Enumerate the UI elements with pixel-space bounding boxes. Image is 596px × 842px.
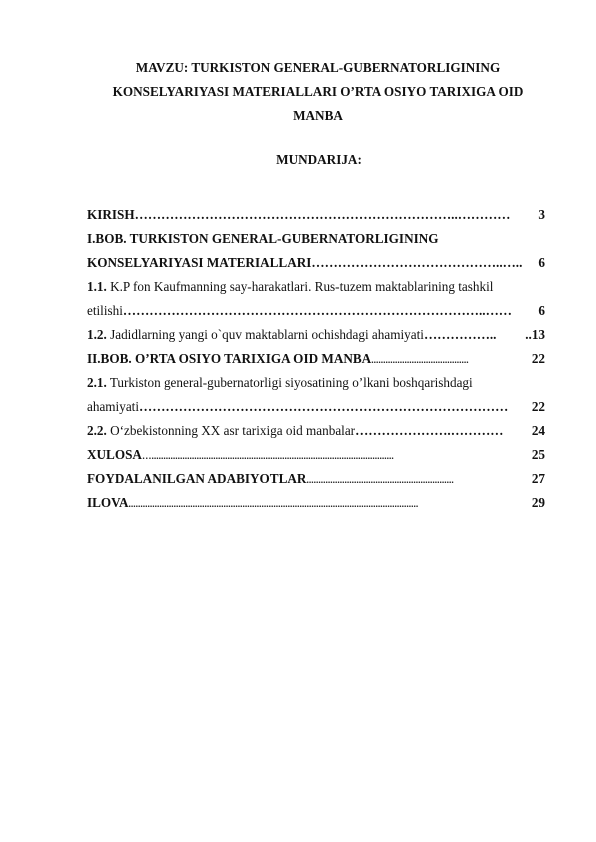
toc-entry-foydalanilgan (87, 467, 545, 491)
toc-entry-title: etilishi (87, 303, 123, 318)
toc-page-number: 27 (531, 467, 545, 491)
toc-leader: …...................................................................................................... (141, 452, 394, 462)
toc-page-number: 29 (531, 491, 545, 515)
toc-entry-title: KIRISH (87, 207, 135, 222)
toc-entry-title: II.BOB. O’RTA OSIYO TARIXIGA OID MANBA (87, 351, 372, 366)
toc-leader: ………………………………………………………………………..…… (122, 303, 512, 318)
toc-leader: ………………………………………………………………………… (139, 399, 509, 414)
toc-heading: MUNDARIJA: (276, 152, 362, 167)
toc-page-number: 24 (531, 419, 545, 443)
toc-section-number: 2.2. (87, 423, 107, 438)
toc-entry-2-2 (87, 419, 545, 443)
toc-page-number: 25 (531, 443, 545, 467)
title-line-3: MANBA (293, 108, 343, 123)
toc-page-number: ..13 (524, 323, 545, 347)
toc-page-number: 6 (537, 299, 545, 323)
toc-entry-1-2 (87, 323, 545, 347)
toc-leader: .......................................................................................................................... (128, 500, 419, 510)
toc-leader: .............................................................. (306, 476, 454, 486)
toc-entry-2-1-line2 (87, 395, 545, 419)
toc-entry-title: I.BOB. TURKISTON GENERAL-GUBERNATORLIGINING (87, 231, 439, 246)
toc-entry-title: FOYDALANILGAN ADABIYOTLAR (87, 471, 307, 486)
toc-entry-bob1-line2 (87, 251, 545, 275)
toc-leader: ......................................... (371, 356, 469, 366)
toc-entry-title: O‘zbekistonning XX asr tarixiga oid manbalar (106, 423, 356, 438)
toc-page-number: 3 (537, 203, 545, 227)
toc-leader: ………………………………………………………………..………… (134, 207, 511, 222)
title-line-2: KONSELYARIYASI MATERIALLARI O’RTA OSIYO TARIXIGA OID (112, 84, 524, 99)
document-title (70, 56, 566, 128)
toc-entry-1-1-line1 (87, 275, 545, 299)
toc-page-number: 22 (531, 395, 545, 419)
toc-entry-title: Turkiston general-gubernatorligi siyosatining o’lkani boshqarishdagi (106, 375, 473, 390)
toc-entry-title: XULOSA (87, 447, 142, 462)
toc-entry-bob2 (87, 347, 545, 371)
toc-leader: …………….. (423, 327, 497, 342)
toc-entry-title: ahamiyati (87, 399, 139, 414)
toc-entry-ilova (87, 491, 545, 515)
table-of-contents (87, 203, 545, 515)
toc-entry-title: ILOVA (87, 495, 129, 510)
toc-entry-kirish (87, 203, 545, 227)
toc-section-number: 2.1. (87, 375, 107, 390)
toc-leader: ………………….………… (355, 423, 504, 438)
title-line-1: MAVZU: TURKISTON GENERAL-GUBERNATORLIGINING (135, 60, 501, 75)
toc-entry-title: Jadidlarning yangi o`quv maktablarni ochishdagi ahamiyati (106, 327, 424, 342)
toc-entry-2-1-line1 (87, 371, 545, 395)
toc-entry-1-1-line2 (87, 299, 545, 323)
toc-page-number: 22 (531, 347, 545, 371)
toc-entry-title: K.P fon Kaufmanning say-harakatlari. Rus-tuzem maktablarining tashkil (106, 279, 494, 294)
toc-section-number: 1.2. (87, 327, 107, 342)
toc-section-number: 1.1. (87, 279, 107, 294)
toc-leader: ……………………………………..….. (311, 255, 523, 270)
toc-entry-xulosa (87, 443, 545, 467)
toc-page-number: 6 (537, 251, 545, 275)
toc-entry-bob1-line1 (87, 227, 545, 251)
toc-entry-title: KONSELYARIYASI MATERIALLARI (87, 255, 312, 270)
